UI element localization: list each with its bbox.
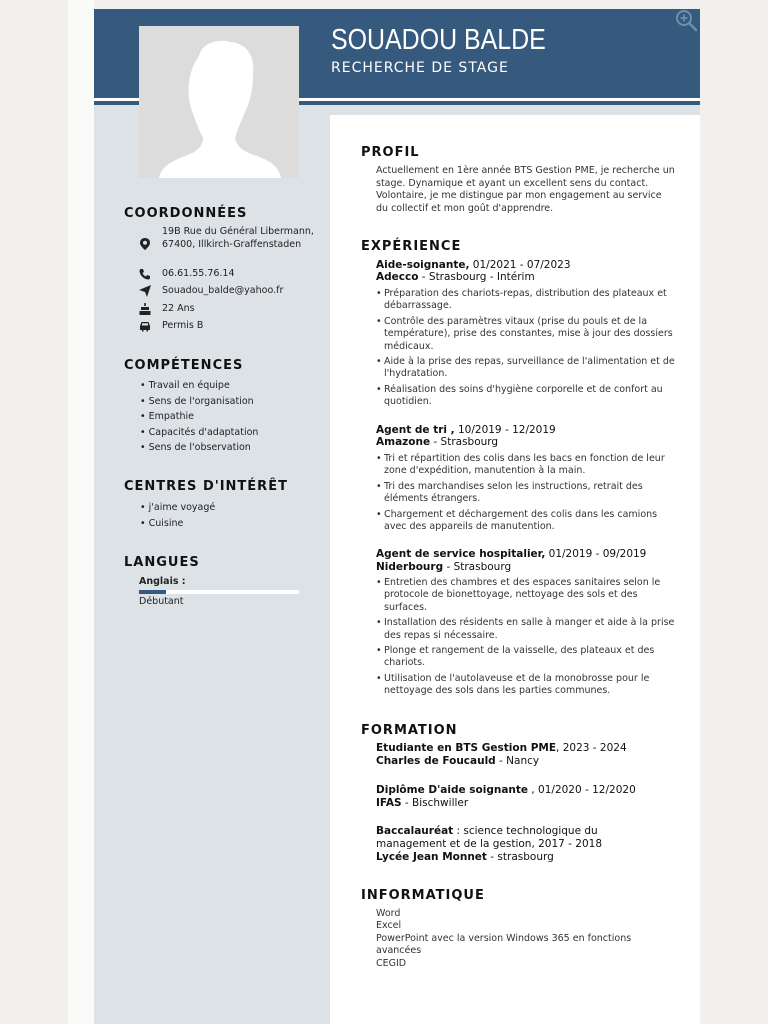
contact-address [138,226,318,264]
education-place: - Nancy [495,754,540,767]
zoom-in-icon[interactable] [674,8,698,32]
job-dates: 10/2019 - 12/2019 [454,424,556,436]
job-dates: 01/2021 - 07/2023 [469,259,571,271]
education-school: Lycée Jean Monnet [376,850,487,863]
job-company-line [376,436,498,448]
job-title-line [376,548,646,560]
it-item: Excel [376,920,402,932]
skill-item: • Empathie [140,411,258,427]
profile-photo-placeholder [139,26,299,178]
skill-item: • Sens de l'observation [140,442,258,458]
contact-age-text: 22 Ans [162,303,195,314]
languages-heading: LANGUES [124,555,200,570]
contact-license [138,320,318,333]
job-company: Amazone [376,436,431,448]
send-icon [138,285,152,297]
job-task-list [376,453,676,536]
education-school: Charles de Foucauld [376,754,496,767]
candidate-subtitle: RECHERCHE DE STAGE [331,60,509,76]
it-item: PowerPoint avec la version Windows 365 en fonctions avancées [376,932,632,957]
education-detail: : science technologique du management et de la gestion, 2017 - 2018 [376,825,603,850]
interest-item: • j'aime voyagé [140,502,215,518]
education-degree: Etudiante en BTS Gestion PME [376,742,557,754]
job-title: Agent de tri , [376,424,455,436]
job-title-line [376,424,556,436]
job-task: • Aide à la prise des repas, surveillance de l'alimentation et de l'hydratation. [376,356,676,381]
job-task: • Réalisation des soins d'hygiène corporelle et de confort au quotidien. [376,384,676,409]
job-place: - Strasbourg [443,561,512,573]
skills-heading: COMPÉTENCES [124,358,244,373]
interests-heading: CENTRES D'INTÉRÊT [124,479,288,494]
profile-heading: PROFIL [361,145,420,160]
education-heading: FORMATION [361,723,458,738]
job-company-line [376,561,511,573]
skills-list [140,380,258,458]
job-task: • Contrôle des paramètres vitaux (prise du pouls et de la température), prise des constantes, mise à jour des dossiers médicaux. [376,316,676,353]
skill-item: • Capacités d'adaptation [140,427,258,443]
page-margin-left [68,0,94,1024]
job-place: - Strasbourg - Intérim [418,271,535,283]
job-title: Aide-soignante, [376,259,470,271]
contact-phone [138,268,318,281]
map-pin-icon [138,238,152,250]
job-task: • Tri des marchandises selon les instructions, retrait des éléments étrangers. [376,481,676,506]
education-entry [376,825,671,863]
it-item: CEGID [376,957,407,969]
contact-heading: COORDONNÉES [124,206,248,221]
job-task: • Installation des résidents en salle à manger et aide à la prise des repas si nécessaire. [376,617,676,642]
education-degree: Baccalauréat [376,825,454,837]
job-dates: 01/2019 - 09/2019 [545,548,647,560]
language-level-text: Débutant [139,596,184,607]
job-company: Adecco [376,271,419,283]
education-entry [376,742,676,768]
language-level-bar [139,590,299,594]
phone-icon [138,268,152,280]
language-level-fill [139,590,166,594]
experience-heading: EXPÉRIENCE [361,239,462,254]
job-title: Agent de service hospitalier, [376,548,546,560]
interest-item: • Cuisine [140,518,215,534]
contact-email-text: Souadou_balde@yahoo.fr [162,285,284,296]
it-list [376,908,666,970]
contact-phone-text: 06.61.55.76.14 [162,268,235,279]
header-strip [330,105,700,115]
interests-list [140,502,215,533]
person-silhouette-icon [139,26,299,178]
job-task-list [376,288,676,412]
job-title-line [376,259,571,271]
education-place: - Bischwiller [401,796,469,809]
job-task: • Chargement et déchargement des colis dans les camions avec des appareils de manutention. [376,509,676,534]
job-task: • Entretien des chambres et des espaces sanitaires selon le protocole de bionettoyage, nettoyage des sols et des surfaces. [376,577,676,614]
job-task: • Plonge et rangement de la vaisselle, des plateaux et des chariots. [376,645,676,670]
contact-age [138,303,318,316]
education-entry [376,784,676,810]
job-task: • Préparation des chariots-repas, distribution des plateaux et débarrassage. [376,288,676,313]
skill-item: • Sens de l'organisation [140,396,258,412]
education-detail: , 01/2020 - 12/2020 [528,784,636,796]
education-detail: , 2023 - 2024 [556,742,627,754]
contact-email [138,285,318,298]
car-icon [138,320,152,332]
contact-address-text: 19B Rue du Général Libermann, 67400, Illkirch-Graffenstaden [162,226,314,250]
cake-icon [138,303,152,315]
job-company-line [376,271,535,283]
page-margin-right [700,0,768,1024]
contact-license-text: Permis B [162,320,204,331]
language-name: Anglais : [139,576,186,587]
it-heading: INFORMATIQUE [361,888,485,903]
education-school: IFAS [376,796,402,809]
education-degree: Diplôme D'aide soignante [376,784,529,796]
candidate-name: SOUADOU BALDE [331,24,546,56]
job-company: Niderbourg [376,561,444,573]
skill-item: • Travail en équipe [140,380,258,396]
education-place: - strasbourg [486,850,554,863]
profile-text: Actuellement en 1ère année BTS Gestion PME, je recherche un stage. Dynamique et ayant un excellent sens du contact. Volontaire, je me distingue par mon engagement au service du collectif et mon goût d'apprendre. [376,165,675,214]
job-task-list [376,577,676,701]
job-task: • Tri et répartition des colis dans les bacs en fonction de leur zone d'expédition, manutention à la main. [376,453,676,478]
job-task: • Utilisation de l'autolaveuse et de la monobrosse pour le nettoyage des sols dans les parties communes. [376,673,676,698]
job-place: - Strasbourg [430,436,499,448]
it-item: Word [376,908,401,919]
